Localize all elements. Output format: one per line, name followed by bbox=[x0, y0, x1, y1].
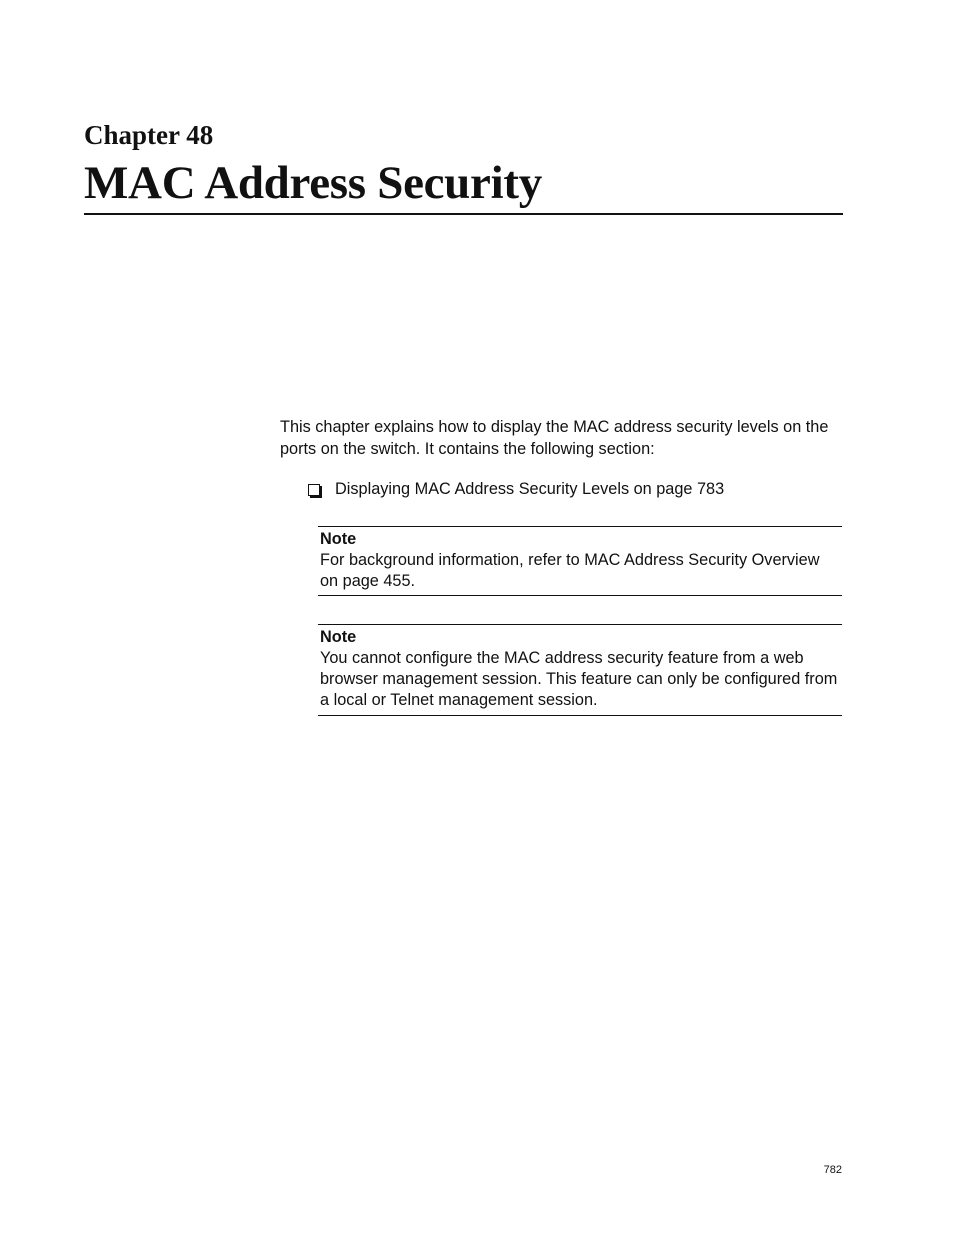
note-heading: Note bbox=[320, 628, 357, 646]
list-item bbox=[308, 478, 724, 500]
note-heading: Note bbox=[320, 530, 357, 548]
checkbox-icon bbox=[308, 484, 320, 496]
note-body: For background information, refer to MAC Address Security Overview on page 455. bbox=[320, 551, 820, 590]
section-link[interactable]: Displaying MAC Address Security Levels on page 783 bbox=[335, 480, 725, 498]
page-number: 782 bbox=[823, 1164, 842, 1176]
chapter-label: Chapter 48 bbox=[84, 120, 214, 150]
chapter-title: MAC Address Security bbox=[84, 157, 542, 209]
intro-paragraph: This chapter explains how to display the MAC address security levels on the ports on the switch. It contains the following section: bbox=[280, 418, 829, 458]
note-box bbox=[318, 526, 842, 596]
note-body: You cannot configure the MAC address security feature from a web browser management session. This feature can only be configured from a local or Telnet management session. bbox=[320, 649, 838, 709]
title-divider bbox=[84, 213, 843, 215]
section-list bbox=[308, 478, 724, 500]
note-box bbox=[318, 624, 842, 716]
